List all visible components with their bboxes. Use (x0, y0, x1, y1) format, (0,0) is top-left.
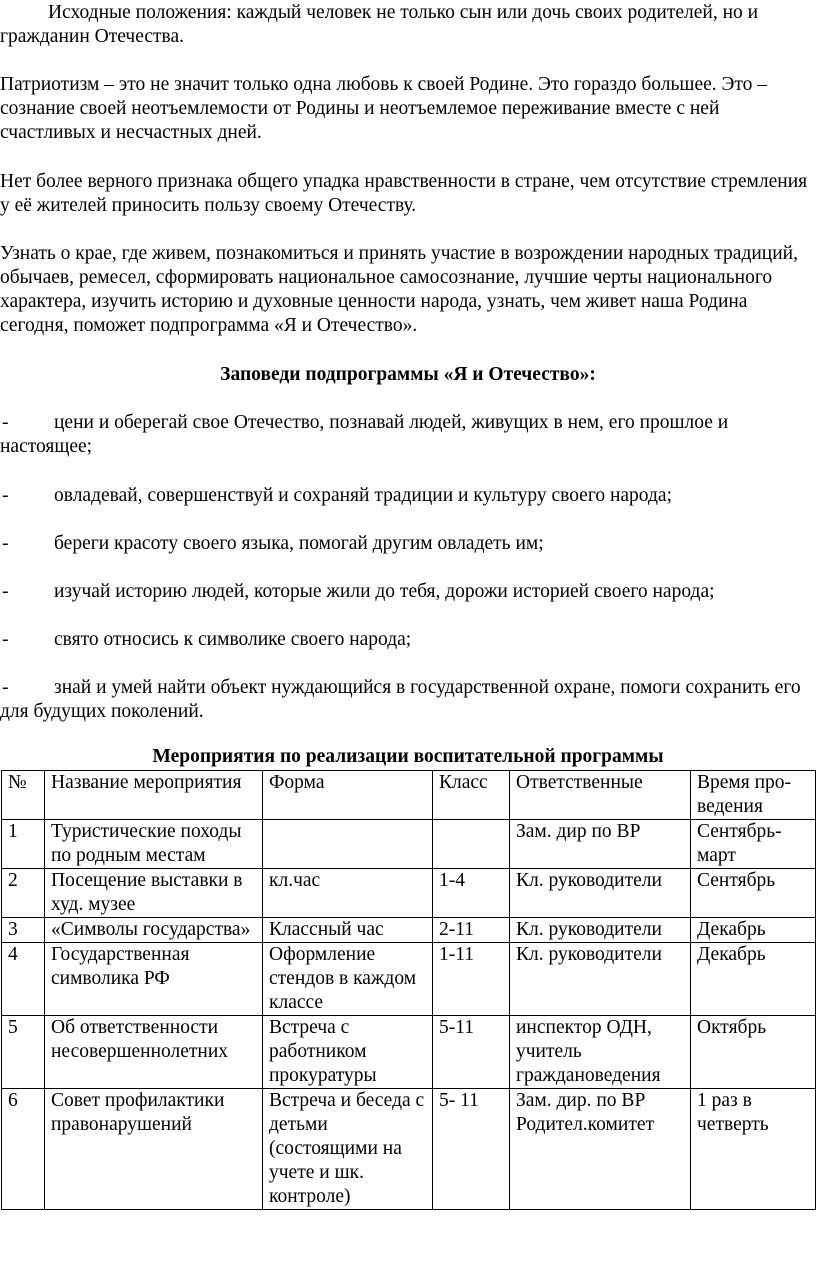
cell-event-name: «Символы государства» (45, 918, 263, 943)
cell-number: 6 (2, 1089, 45, 1210)
cell-event-name: Совет профилактики правонарушений (45, 1089, 263, 1210)
cell-responsible: Кл. руководители (510, 869, 691, 918)
header-form: Форма (263, 771, 433, 820)
commandment-text: береги красоту своего языка, помогай другим овладеть им; (54, 533, 544, 554)
commandment-text: свято относись к символике своего народа; (54, 629, 412, 650)
dash-marker: - (2, 677, 9, 698)
commandment-text: цени и оберегай свое Отечество, познавай людей, живущих в нем, его прошлое и настоящее; (0, 412, 729, 457)
commandment-item-3 (0, 532, 816, 556)
cell-form (263, 820, 433, 869)
table-row (2, 943, 816, 1016)
cell-class: 5- 11 (433, 1089, 510, 1210)
cell-event-name: Государственная символика РФ (45, 943, 263, 1016)
commandments-heading: Заповеди подпрограммы «Я и Отечество»: (220, 364, 596, 385)
cell-number: 3 (2, 918, 45, 943)
cell-responsible: Кл. руководители (510, 943, 691, 1016)
cell-event-name: Посещение выставки в худ. музее (45, 869, 263, 918)
table-row (2, 820, 816, 869)
commandment-text: овладевай, совершенствуй и сохраняй традиции и культуру своего народа; (54, 485, 672, 506)
cell-time: 1 раз в четверть (691, 1089, 816, 1210)
cell-form: Классный час (263, 918, 433, 943)
intro-paragraph-2: Патриотизм – это не значит только одна любовь к своей Родине. Это гораздо большее. Это – сознание своей неотъемлемости от Родины и неотъемлемое переживание вместе с ней счастливых и несчастных дней. (0, 74, 768, 143)
cell-time: Сентябрь-март (691, 820, 816, 869)
cell-event-name: Туристические походы по родным местам (45, 820, 263, 869)
cell-class (433, 820, 510, 869)
intro-paragraph-3: Нет более верного признака общего упадка нравственности в стране, чем отсутствие стремления у её жителей приносить пользу своему Отечеству. (0, 171, 808, 216)
cell-number: 5 (2, 1016, 45, 1089)
cell-responsible: Зам. дир по ВР (510, 820, 691, 869)
header-number: № (2, 771, 45, 820)
cell-number: 4 (2, 943, 45, 1016)
commandment-item-6 (0, 676, 816, 724)
cell-time: Декабрь (691, 918, 816, 943)
header-responsible: Ответственные (510, 771, 691, 820)
header-class: Класс (433, 771, 510, 820)
table-row (2, 1016, 816, 1089)
cell-number: 2 (2, 869, 45, 918)
dash-marker: - (2, 581, 9, 602)
cell-class: 2-11 (433, 918, 510, 943)
cell-time: Декабрь (691, 943, 816, 1016)
commandment-text: знай и умей найти объект нуждающийся в государственной охране, помоги сохранить его для будущих поколений. (0, 677, 801, 722)
header-event-name: Название мероприятия (45, 771, 263, 820)
commandment-text: изучай историю людей, которые жили до тебя, дорожи историей своего народа; (54, 581, 715, 602)
cell-form: кл.час (263, 869, 433, 918)
cell-form: Оформление стендов в каждом классе (263, 943, 433, 1016)
cell-form: Встреча и беседа с детьми (состоящими на учете и шк. контроле) (263, 1089, 433, 1210)
intro-paragraph-4: Узнать о крае, где живем, познакомиться и принять участие в возрождении народных традиций, обычаев, ремесел, сформировать национальное самосознание, лучшие черты национального характера, изучить историю и духовные ценности народа, узнать, чем живет наша Родина сегодня, поможет подпрограмма «Я и Отечество». (0, 243, 798, 336)
cell-time: Октябрь (691, 1016, 816, 1089)
cell-responsible: инспектор ОДН, учитель граждановедения (510, 1016, 691, 1089)
commandment-item-4 (0, 580, 816, 604)
table-row (2, 918, 816, 943)
cell-event-name: Об ответственности несовершеннолетних (45, 1016, 263, 1089)
cell-class: 1-11 (433, 943, 510, 1016)
cell-number: 1 (2, 820, 45, 869)
cell-class: 5-11 (433, 1016, 510, 1089)
cell-form: Встреча с работником прокуратуры (263, 1016, 433, 1089)
events-table (1, 770, 816, 1210)
events-table-title: Мероприятия по реализации воспитательной программы (152, 746, 664, 767)
cell-time: Сентябрь (691, 869, 816, 918)
cell-responsible: Зам. дир. по ВР Родител.комитет (510, 1089, 691, 1210)
intro-paragraph-1: Исходные положения: каждый человек не только сын или дочь своих родителей, но и гражданин Отечества. (0, 2, 759, 47)
commandment-item-2 (0, 484, 816, 508)
table-header-row (2, 771, 816, 820)
dash-marker: - (2, 629, 9, 650)
table-row (2, 1089, 816, 1210)
table-row (2, 869, 816, 918)
cell-responsible: Кл. руководители (510, 918, 691, 943)
commandment-item-5 (0, 628, 816, 652)
cell-class: 1-4 (433, 869, 510, 918)
dash-marker: - (2, 485, 9, 506)
dash-marker: - (2, 533, 9, 554)
dash-marker: - (2, 412, 9, 433)
commandment-item-1 (0, 411, 816, 459)
header-time: Время про-ведения (691, 771, 816, 820)
